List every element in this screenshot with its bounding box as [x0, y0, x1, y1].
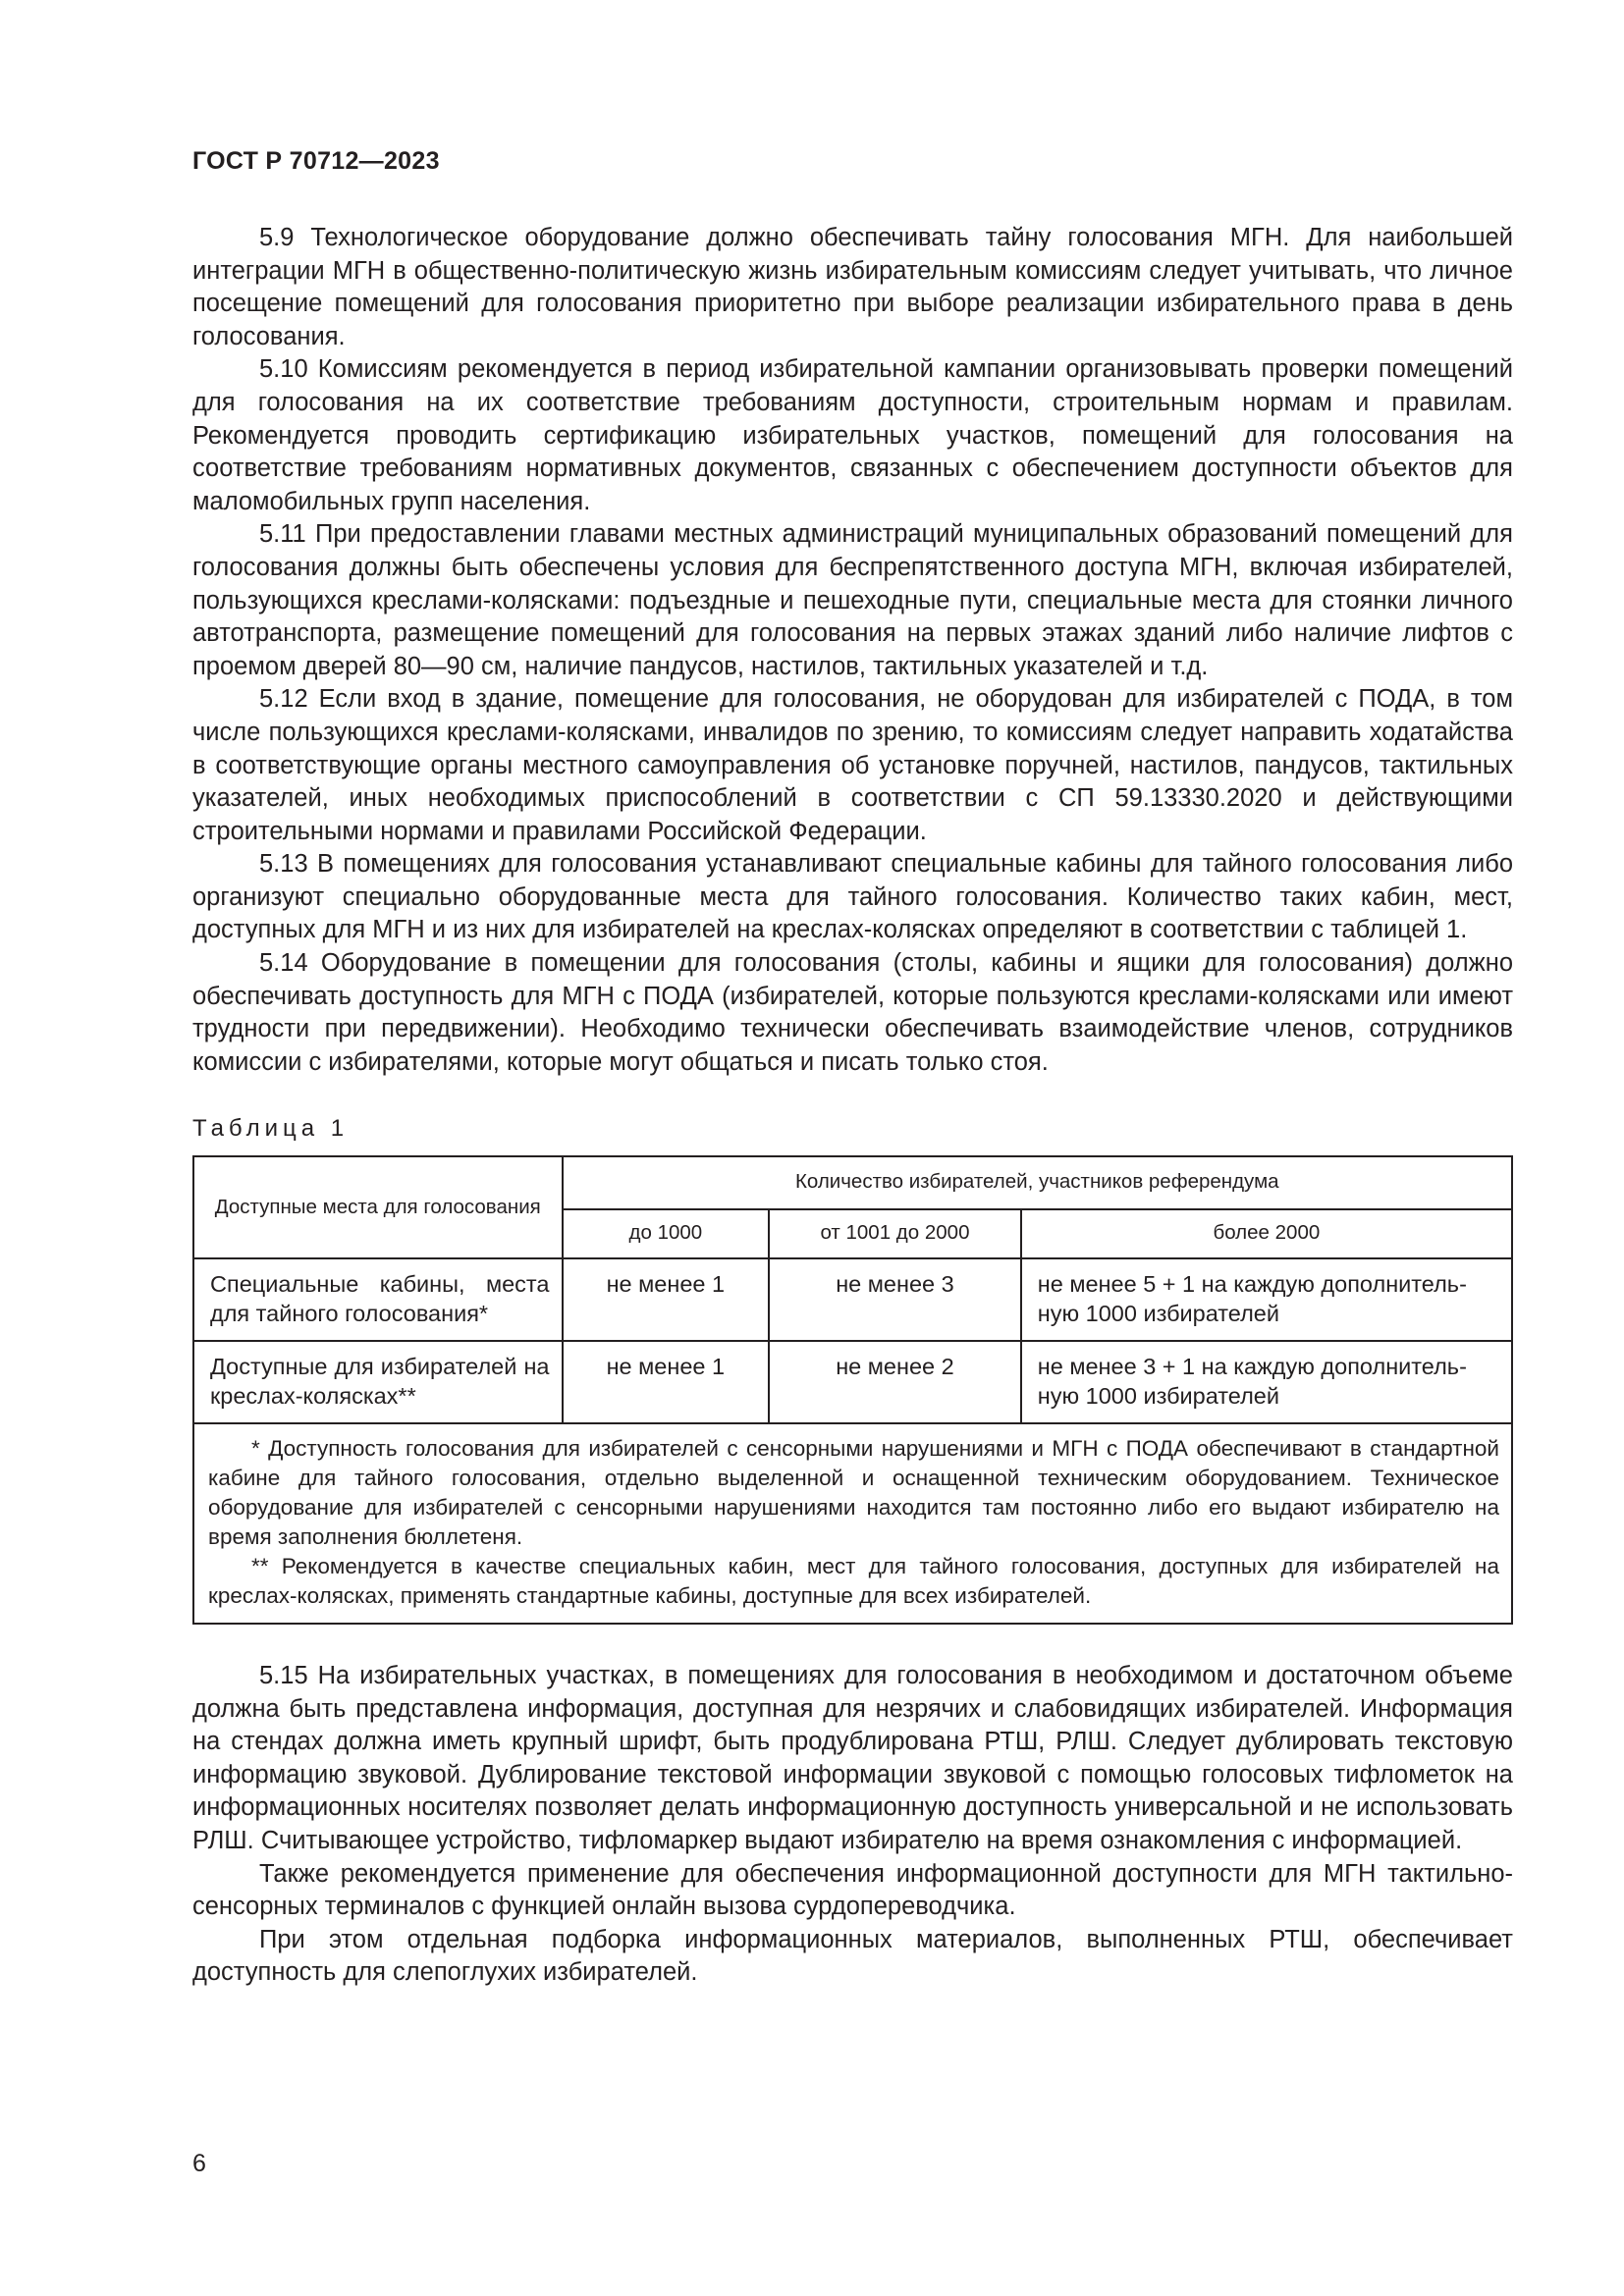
table-row — [193, 1258, 1512, 1341]
page-number: 6 — [192, 2150, 206, 2177]
paragraph-5-11: 5.11 При предоставлении главами местных администраций муниципальных образований помещений для голосования должны быть обеспечены условия для беспрепятственного доступа МГН, включая избирателей, пользующихся креслами-колясками: подъездные и пешеходные пути, специальные места для стоянки личного автотранспорта, размещение помещений для голосования на первых этажах зданий либо наличие лифтов с проемом дверей 80—90 см, наличие пандусов, настилов, тактильных указателей и т.д. — [192, 520, 1513, 680]
table-note-2: ** Рекомендуется в качестве специальных кабин, мест для тайного голосования, доступных для избирателей на креслах-колясках, применять стандартные кабины, доступные для всех избирателей. — [208, 1554, 1499, 1609]
document-code: ГОСТ Р 70712—2023 — [192, 147, 440, 175]
table-header-voter-count: Количество избирателей, участников референдума — [563, 1156, 1512, 1209]
paragraph-5-14: 5.14 Оборудование в помещении для голосования (столы, кабины и ящики для голосования) должно обеспечивать доступность для МГН с ПОДА (избирателей, которые пользуются креслами-колясками или имеют трудности при передвижении). Необходимо технически обеспечивать взаимодействие членов, сотрудников комиссии с избирателями, которые могут общаться и писать только стоя. — [192, 949, 1513, 1076]
table-note-1: * Доступность голосования для избирателей с сенсорными нарушениями и МГН с ПОДА обеспечивают в стандартной кабине для тайного голосования, отдельно выделенной и оснащенной техническим оборудованием. Техническое оборудование для избирателей с сенсорными нарушениями находится там постоянно либо его выдают избирателю на время заполнения бюллетеня. — [208, 1436, 1499, 1550]
table-cell-label: Специальные кабины, места для тайного голосования* — [193, 1258, 563, 1341]
paragraph-5-9: 5.9 Технологическое оборудование должно обеспечивать тайну голосования МГН. Для наибольшей интеграции МГН в общественно-политическую жизнь избирательным комиссиям следует учитывать, что личное посещение помещений для голосования приоритетно при выборе реализации избирательного права в день голосования. — [192, 224, 1513, 350]
table-cell-value: не менее 1 — [563, 1341, 770, 1423]
table-row — [193, 1341, 1512, 1423]
table-cell-value: не менее 1 — [563, 1258, 770, 1341]
table-subheader-3: более 2000 — [1021, 1209, 1512, 1258]
table-caption: Таблица 1 — [192, 1115, 350, 1143]
table-notes — [193, 1423, 1512, 1624]
paragraph-5-10: 5.10 Комиссиям рекомендуется в период избирательной кампании организовывать проверки помещений для голосования на их соответствие требованиям доступности, строительным нормам и правилам. Рекомендуется проводить сертификацию избирательных участков, помещений для голосования на соответствие требованиям нормативных документов, связанных с обеспечением доступности объектов для маломобильных групп населения. — [192, 355, 1513, 515]
paragraph-5-13: 5.13 В помещениях для голосования устанавливают специальные кабины для тайного голосования либо организуют специально оборудованные места для тайного голосования. Количество таких кабин, мест, доступных для МГН и из них для избирателей на креслах-колясках определяют в соответствии с таблицей 1. — [192, 850, 1513, 944]
paragraph-5-15: 5.15 На избирательных участках, в помещениях для голосования в необходимом и достаточном объеме должна быть представлена информация, доступная для незрячих и слабовидящих избирателей. Информация на стендах должна иметь крупный шрифт, быть продублирована РТШ, РЛШ. Следует дублировать текстовую информацию звуковой. Дублирование текстовой информации звуковой с помощью голосовых тифлометок на информационных носителях позволяет делать информационную доступность универсальной и не использовать РЛШ. Считывающее устройство, тифломаркер выдают избирателю на время ознакомления с информацией. — [192, 1662, 1513, 1854]
paragraph-recommendation: Также рекомендуется применение для обеспечения информационной доступности для МГН тактильно-сенсорных терминалов с функцией онлайн вызова сурдопереводчика. — [192, 1859, 1513, 1921]
table-cell-value: не менее 3 — [769, 1258, 1021, 1341]
voting-booths-table — [192, 1155, 1513, 1625]
document-body — [192, 222, 1513, 1990]
table-cell-value: не менее 5 + 1 на каждую дополнительную 1000 избирателей — [1021, 1258, 1512, 1341]
table-cell-value: не менее 2 — [769, 1341, 1021, 1423]
table-cell-value: не менее 3 + 1 на каждую дополнительную 1000 избирателей — [1021, 1341, 1512, 1423]
table-header-places: Доступные места для голосования — [193, 1156, 563, 1258]
paragraph-5-12: 5.12 Если вход в здание, помещение для голосования, не оборудован для избирателей с ПОДА, в том числе пользующихся креслами-колясками, инвалидов по зрению, то комиссиям следует направить ходатайства в соответствующие органы местного самоуправления об установке поручней, настилов, пандусов, тактильных указателей, иных необходимых приспособлений в соответствии с СП 59.13330.2020 и действующими строительными нормами и правилами Российской Федерации. — [192, 685, 1513, 845]
table-cell-label: Доступные для избирателей на креслах-колясках** — [193, 1341, 563, 1423]
table-subheader-2: от 1001 до 2000 — [769, 1209, 1021, 1258]
table-subheader-1: до 1000 — [563, 1209, 770, 1258]
paragraph-deafblind: При этом отдельная подборка информационных материалов, выполненных РТШ, обеспечивает доступность для слепоглухих избирателей. — [192, 1925, 1513, 1987]
paragraphs-after-table — [192, 1660, 1513, 1990]
